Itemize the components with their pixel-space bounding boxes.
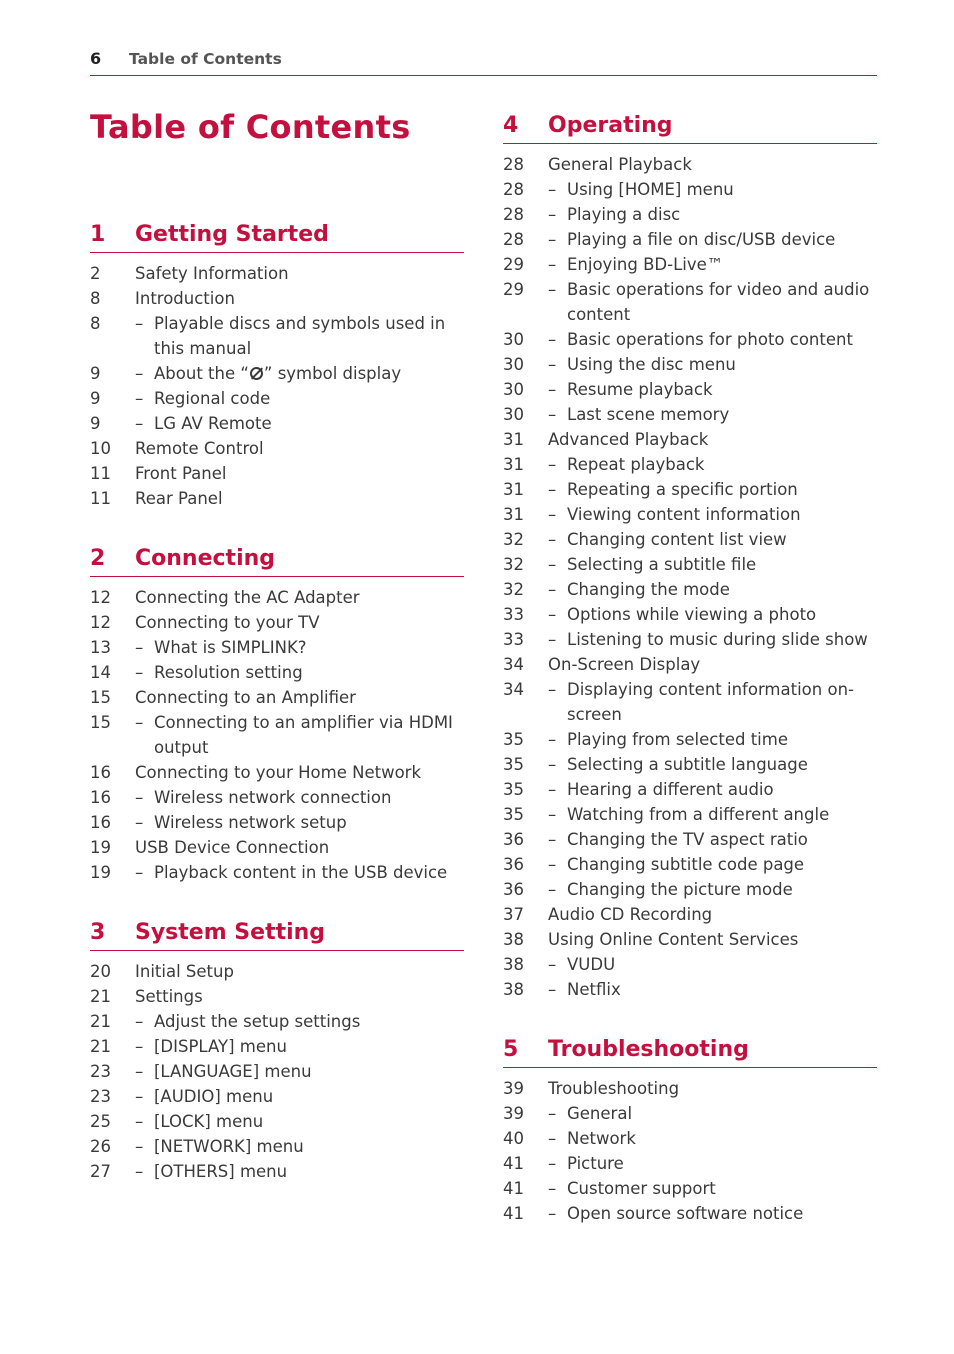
- toc-entry[interactable]: [503, 252, 877, 277]
- toc-entry[interactable]: [503, 1076, 877, 1101]
- entry-text: Safety Information: [135, 264, 289, 283]
- entry-text: USB Device Connection: [135, 838, 330, 857]
- entry-page-number: 8: [90, 314, 101, 333]
- entry-page-number: 28: [503, 205, 524, 224]
- section-number: 2: [90, 546, 106, 571]
- toc-entry[interactable]: [90, 1034, 464, 1059]
- page-header: [90, 48, 877, 76]
- section-number: 1: [90, 222, 106, 247]
- entry-page-number: 39: [503, 1104, 524, 1123]
- entry-page-number: 16: [90, 763, 111, 782]
- toc-entry[interactable]: [503, 1151, 877, 1176]
- toc-entry[interactable]: [90, 660, 464, 685]
- entry-page-number: 16: [90, 788, 111, 807]
- toc-entry[interactable]: [503, 227, 877, 252]
- entry-page-number: 35: [503, 755, 524, 774]
- section-number: 4: [503, 113, 519, 138]
- entry-page-number: 38: [503, 930, 524, 949]
- entry-page-number: 32: [503, 530, 524, 549]
- toc-column-left: [90, 222, 464, 1219]
- toc-entry[interactable]: [503, 1101, 877, 1126]
- toc-entry[interactable]: [503, 402, 877, 427]
- section-title: System Setting: [135, 920, 326, 945]
- toc-entry[interactable]: [503, 852, 877, 877]
- toc-entry[interactable]: [503, 427, 877, 452]
- entry-text: – General: [567, 1101, 877, 1126]
- entry-text: – Repeat playback: [567, 452, 877, 477]
- entry-page-number: 12: [90, 613, 111, 632]
- entry-page-number: 31: [503, 430, 524, 449]
- entry-page-number: 29: [503, 255, 524, 274]
- toc-entry[interactable]: [503, 352, 877, 377]
- section-title: Operating: [548, 113, 673, 138]
- entry-page-number: 34: [503, 680, 524, 699]
- entry-text: – Using the disc menu: [567, 352, 877, 377]
- entry-page-number: 9: [90, 364, 101, 383]
- entry-text: – Enjoying BD-Live™: [567, 252, 877, 277]
- entry-text: Connecting the AC Adapter: [135, 588, 360, 607]
- entry-page-number: 16: [90, 813, 111, 832]
- toc-entry[interactable]: [90, 286, 464, 311]
- toc-entry[interactable]: [503, 502, 877, 527]
- toc-entry-list: [90, 959, 464, 1184]
- toc-entry[interactable]: [90, 710, 464, 760]
- entry-text: – Connecting to an amplifier via HDMI output: [154, 710, 464, 760]
- toc-entry[interactable]: [503, 827, 877, 852]
- section-heading: [90, 546, 464, 577]
- toc-entry[interactable]: [90, 635, 464, 660]
- toc-entry[interactable]: [90, 411, 464, 436]
- entry-page-number: 19: [90, 863, 111, 882]
- entry-text: – Regional code: [154, 386, 464, 411]
- entry-text: Settings: [135, 987, 203, 1006]
- toc-entry[interactable]: [90, 760, 464, 785]
- toc-entry[interactable]: [90, 1059, 464, 1084]
- entry-page-number: 38: [503, 955, 524, 974]
- entry-page-number: 37: [503, 905, 524, 924]
- entry-page-number: 33: [503, 630, 524, 649]
- section-heading: [503, 1037, 877, 1068]
- entry-text: – Basic operations for photo content: [567, 327, 877, 352]
- entry-text: – [AUDIO] menu: [154, 1084, 464, 1109]
- toc-entry[interactable]: [90, 1134, 464, 1159]
- entry-text: – Open source software notice: [567, 1201, 877, 1226]
- entry-text: Using Online Content Services: [548, 930, 799, 949]
- entry-page-number: 11: [90, 489, 111, 508]
- toc-entry[interactable]: [90, 361, 464, 386]
- entry-page-number: 21: [90, 1012, 111, 1031]
- entry-text: Connecting to your TV: [135, 613, 320, 632]
- entry-page-number: 31: [503, 505, 524, 524]
- entry-page-number: 36: [503, 830, 524, 849]
- toc-entry[interactable]: [503, 527, 877, 552]
- toc-entry[interactable]: [90, 1084, 464, 1109]
- toc-entry[interactable]: [503, 777, 877, 802]
- entry-text: Connecting to an Amplifier: [135, 688, 356, 707]
- toc-entry-list: [90, 585, 464, 885]
- entry-page-number: 19: [90, 838, 111, 857]
- entry-text: Connecting to your Home Network: [135, 763, 422, 782]
- toc-entry[interactable]: [503, 1176, 877, 1201]
- entry-text: – Playback content in the USB device: [154, 860, 464, 885]
- section-heading: [90, 920, 464, 951]
- entry-text: – Netflix: [567, 977, 877, 1002]
- toc-entry[interactable]: [503, 202, 877, 227]
- entry-page-number: 14: [90, 663, 111, 682]
- entry-text: – Network: [567, 1126, 877, 1151]
- entry-page-number: 31: [503, 480, 524, 499]
- entry-page-number: 23: [90, 1062, 111, 1081]
- entry-page-number: 30: [503, 330, 524, 349]
- entry-text: – Customer support: [567, 1176, 877, 1201]
- entry-page-number: 25: [90, 1112, 111, 1131]
- toc-entry[interactable]: [90, 461, 464, 486]
- entry-text: – Using [HOME] menu: [567, 177, 877, 202]
- section-heading: [503, 113, 877, 144]
- toc-entry[interactable]: [503, 877, 877, 902]
- toc-entry[interactable]: [503, 602, 877, 627]
- toc-entry[interactable]: [90, 486, 464, 511]
- entry-text: – Adjust the setup settings: [154, 1009, 464, 1034]
- entry-text: – Changing the picture mode: [567, 877, 877, 902]
- entry-text: General Playback: [548, 155, 692, 174]
- entry-text: – Options while viewing a photo: [567, 602, 877, 627]
- toc-entry[interactable]: [503, 977, 877, 1002]
- toc-entry[interactable]: [503, 1126, 877, 1151]
- entry-text-part: About the “: [154, 364, 249, 383]
- entry-page-number: 15: [90, 688, 111, 707]
- toc-entry[interactable]: [90, 1159, 464, 1184]
- entry-page-number: 35: [503, 805, 524, 824]
- entry-text: Audio CD Recording: [548, 905, 713, 924]
- entry-page-number: 2: [90, 264, 101, 283]
- toc-entry[interactable]: [90, 685, 464, 710]
- entry-page-number: 28: [503, 155, 524, 174]
- entry-page-number: 12: [90, 588, 111, 607]
- entry-page-number: 30: [503, 355, 524, 374]
- toc-section: [503, 113, 877, 1002]
- prohibited-symbol-icon: [250, 367, 263, 380]
- entry-page-number: 21: [90, 1037, 111, 1056]
- page-number: 6: [90, 49, 102, 68]
- toc-entry-list: [90, 261, 464, 511]
- entry-page-number: 26: [90, 1137, 111, 1156]
- entry-text: Advanced Playback: [548, 430, 709, 449]
- entry-page-number: 35: [503, 780, 524, 799]
- toc-entry[interactable]: [503, 452, 877, 477]
- entry-page-number: 23: [90, 1087, 111, 1106]
- entry-text: Troubleshooting: [548, 1079, 680, 1098]
- toc-entry[interactable]: [503, 477, 877, 502]
- toc-entry[interactable]: [503, 177, 877, 202]
- section-title: Getting Started: [135, 222, 329, 247]
- entry-text: – Listening to music during slide show: [567, 627, 877, 652]
- entry-text: – Repeating a specific portion: [567, 477, 877, 502]
- entry-page-number: 36: [503, 855, 524, 874]
- toc-section: [503, 1037, 877, 1226]
- toc-entry[interactable]: [503, 902, 877, 927]
- entry-text: – Basic operations for video and audio content: [567, 277, 877, 327]
- toc-entry[interactable]: [503, 727, 877, 752]
- entry-page-number: 41: [503, 1154, 524, 1173]
- entry-page-number: 41: [503, 1204, 524, 1223]
- toc-section: [90, 546, 464, 885]
- entry-page-number: 38: [503, 980, 524, 999]
- entry-text: – Wireless network setup: [154, 810, 464, 835]
- toc-section: [90, 222, 464, 511]
- entry-text: Front Panel: [135, 464, 227, 483]
- toc-entry[interactable]: [503, 152, 877, 177]
- entry-page-number: 9: [90, 414, 101, 433]
- toc-entry[interactable]: [503, 627, 877, 652]
- entry-page-number: 35: [503, 730, 524, 749]
- entry-text: – Watching from a different angle: [567, 802, 877, 827]
- entry-text: – Viewing content information: [567, 502, 877, 527]
- toc-entry[interactable]: [503, 377, 877, 402]
- entry-text: On-Screen Display: [548, 655, 701, 674]
- entry-page-number: 40: [503, 1129, 524, 1148]
- toc-entry-list: [503, 1076, 877, 1226]
- entry-page-number: 27: [90, 1162, 111, 1181]
- toc-entry[interactable]: [503, 652, 877, 677]
- entry-page-number: 10: [90, 439, 111, 458]
- toc-entry[interactable]: [90, 835, 464, 860]
- entry-text: Rear Panel: [135, 489, 223, 508]
- section-heading: [90, 222, 464, 253]
- entry-page-number: 20: [90, 962, 111, 981]
- toc-entry[interactable]: [90, 860, 464, 885]
- entry-text: – Last scene memory: [567, 402, 877, 427]
- entry-page-number: 30: [503, 380, 524, 399]
- entry-page-number: 33: [503, 605, 524, 624]
- entry-text: – Changing subtitle code page: [567, 852, 877, 877]
- entry-page-number: 41: [503, 1179, 524, 1198]
- entry-page-number: 15: [90, 713, 111, 732]
- toc-entry[interactable]: [90, 785, 464, 810]
- toc-entry[interactable]: [90, 436, 464, 461]
- toc-entry[interactable]: [503, 677, 877, 727]
- entry-text: – Playing a disc: [567, 202, 877, 227]
- toc-entry[interactable]: [90, 810, 464, 835]
- entry-page-number: 8: [90, 289, 101, 308]
- entry-text: – [DISPLAY] menu: [154, 1034, 464, 1059]
- entry-text: – Resume playback: [567, 377, 877, 402]
- entry-page-number: 13: [90, 638, 111, 657]
- section-title: Connecting: [135, 546, 276, 571]
- entry-text: – Playing from selected time: [567, 727, 877, 752]
- toc-entry[interactable]: [503, 802, 877, 827]
- entry-text: – Selecting a subtitle file: [567, 552, 877, 577]
- toc-entry[interactable]: [90, 1109, 464, 1134]
- entry-page-number: 36: [503, 880, 524, 899]
- entry-text: – [OTHERS] menu: [154, 1159, 464, 1184]
- toc-entry[interactable]: [90, 386, 464, 411]
- toc-column-right: [503, 113, 877, 1261]
- entry-page-number: 9: [90, 389, 101, 408]
- section-number: 3: [90, 920, 106, 945]
- entry-text: – Hearing a different audio: [567, 777, 877, 802]
- toc-entry[interactable]: [503, 552, 877, 577]
- toc-entry[interactable]: [503, 577, 877, 602]
- entry-text: – LG AV Remote: [154, 411, 464, 436]
- entry-text: Introduction: [135, 289, 235, 308]
- entry-text: Remote Control: [135, 439, 264, 458]
- entry-text: – [NETWORK] menu: [154, 1134, 464, 1159]
- toc-entry[interactable]: [90, 984, 464, 1009]
- entry-page-number: 29: [503, 280, 524, 299]
- toc-entry[interactable]: [90, 585, 464, 610]
- toc-entry[interactable]: [90, 311, 464, 361]
- toc-entry[interactable]: [503, 327, 877, 352]
- page-title: Table of Contents: [90, 108, 411, 146]
- entry-page-number: 31: [503, 455, 524, 474]
- toc-entry[interactable]: [503, 1201, 877, 1226]
- toc-entry[interactable]: [90, 1009, 464, 1034]
- section-title: Troubleshooting: [548, 1037, 749, 1062]
- toc-entry[interactable]: [503, 752, 877, 777]
- entry-text: – Changing content list view: [567, 527, 877, 552]
- entry-text: – [LOCK] menu: [154, 1109, 464, 1134]
- entry-text: – Picture: [567, 1151, 877, 1176]
- entry-page-number: 30: [503, 405, 524, 424]
- entry-page-number: 11: [90, 464, 111, 483]
- toc-entry[interactable]: [90, 261, 464, 286]
- entry-text: – Wireless network connection: [154, 785, 464, 810]
- entry-text: – Playing a file on disc/USB device: [567, 227, 877, 252]
- entry-page-number: 39: [503, 1079, 524, 1098]
- running-title: Table of Contents: [129, 50, 282, 68]
- entry-text: – [LANGUAGE] menu: [154, 1059, 464, 1084]
- entry-page-number: 28: [503, 230, 524, 249]
- entry-text: – Changing the TV aspect ratio: [567, 827, 877, 852]
- entry-text: – Resolution setting: [154, 660, 464, 685]
- toc-entry[interactable]: [90, 959, 464, 984]
- entry-page-number: 34: [503, 655, 524, 674]
- toc-entry[interactable]: [503, 927, 877, 952]
- entry-text: Initial Setup: [135, 962, 234, 981]
- entry-text: – What is SIMPLINK?: [154, 635, 464, 660]
- entry-page-number: 21: [90, 987, 111, 1006]
- toc-entry-list: [503, 152, 877, 1002]
- entry-text: – Selecting a subtitle language: [567, 752, 877, 777]
- toc-entry[interactable]: [503, 952, 877, 977]
- toc-entry[interactable]: [503, 277, 877, 327]
- entry-page-number: 32: [503, 580, 524, 599]
- entry-text: – Changing the mode: [567, 577, 877, 602]
- entry-text-part: ” symbol display: [263, 364, 402, 383]
- entry-text: – Playable discs and symbols used in this manual: [154, 311, 464, 361]
- entry-text: – VUDU: [567, 952, 877, 977]
- toc-section: [90, 920, 464, 1184]
- entry-text: – Displaying content information on-screen: [567, 677, 877, 727]
- entry-page-number: 28: [503, 180, 524, 199]
- section-number: 5: [503, 1037, 519, 1062]
- toc-entry[interactable]: [90, 610, 464, 635]
- entry-text: [154, 361, 464, 386]
- entry-page-number: 32: [503, 555, 524, 574]
